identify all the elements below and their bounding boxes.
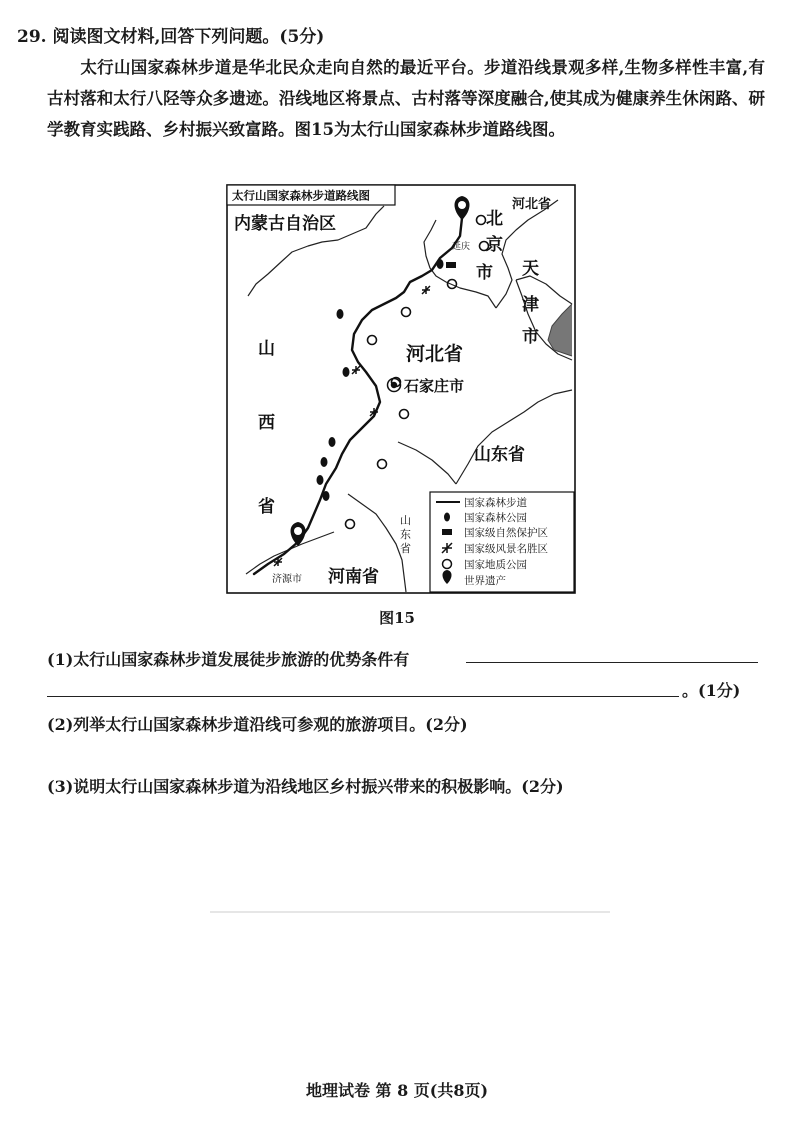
label-jiyuan: 济源市 <box>272 574 302 585</box>
label-shanxi-2: 西 <box>258 413 275 433</box>
legend-label: 国家级自然保护区 <box>464 527 548 539</box>
label-shandong-v1: 山 <box>400 514 411 527</box>
label-beijing-3: 市 <box>476 263 493 283</box>
subquestion-3: (3)说明太行山国家森林步道为沿线地区乡村振兴带来的积极影响。(2分) <box>47 777 564 796</box>
legend-label: 国家级风景名胜区 <box>464 543 548 555</box>
legend-label: 世界遗产 <box>464 575 506 587</box>
forest-park-icon <box>323 491 330 501</box>
label-shanxi-3: 省 <box>258 497 275 517</box>
nature-reserve-icon <box>442 529 452 535</box>
label-tianjin-1: 天 <box>522 259 539 279</box>
map-title: 太行山国家森林步道路线图 <box>232 188 370 203</box>
label-beijing-1: 北 <box>486 209 503 229</box>
forest-park-icon <box>321 457 328 467</box>
label-hebei-ne: 河北省 <box>512 197 552 212</box>
label-shandong-main: 山东省 <box>474 445 525 465</box>
label-yanqing: 延庆 <box>452 242 471 252</box>
question-paragraph <box>47 52 765 145</box>
legend-label: 国家森林步道 <box>464 497 527 509</box>
forest-park-icon <box>317 475 324 485</box>
scan-artifact <box>210 911 610 913</box>
legend-label: 国家森林公园 <box>464 512 527 524</box>
trail-map <box>226 184 576 594</box>
label-shijiazhuang: 石家庄市 <box>404 377 465 395</box>
page-footer: 地理试卷 第 8 页(共8页) <box>305 1081 489 1100</box>
forest-park-icon <box>437 259 444 269</box>
nature-reserve-icon <box>446 262 456 268</box>
label-tianjin-2: 津 <box>522 295 539 315</box>
forest-park-icon <box>343 367 350 377</box>
label-beijing-2: 京 <box>486 235 503 255</box>
label-shandong-v2: 东 <box>400 528 411 541</box>
question-heading: 29. 阅读图文材料,回答下列问题。(5分) <box>17 27 325 47</box>
forest-park-icon <box>444 513 450 522</box>
label-hebei-main: 河北省 <box>406 343 464 365</box>
label-inner-mongolia: 内蒙古自治区 <box>234 214 336 234</box>
label-shandong-v3: 省 <box>400 542 411 555</box>
paragraph-text: 太行山国家森林步道是华北民众走向自然的最近平台。步道沿线景观多样,生物多样性丰富,有古村落和太行八陉等众多遗迹。沿线地区将景点、古村落等深度融合,使其成为健康养生休闲路、研学教育实践路、乡村振兴致富路。图15为太行山国家森林步道路线图。 <box>47 58 765 139</box>
legend-label: 国家地质公园 <box>464 559 527 571</box>
subquestion-2: (2)列举太行山国家森林步道沿线可参观的旅游项目。(2分) <box>47 715 468 734</box>
map-legend <box>430 492 574 592</box>
figure-caption: 图15 <box>379 609 415 627</box>
answer-blank-1[interactable] <box>466 662 758 663</box>
label-henan: 河南省 <box>328 567 379 587</box>
subquestion-1: (1)太行山国家森林步道发展徒步旅游的优势条件有 <box>47 650 410 669</box>
label-tianjin-3: 市 <box>522 327 539 347</box>
forest-park-icon <box>337 309 344 319</box>
answer-blank-2[interactable] <box>47 696 679 697</box>
subquestion-1-score: 。(1分) <box>682 681 741 700</box>
forest-park-icon <box>329 437 336 447</box>
label-shanxi-1: 山 <box>258 339 275 359</box>
